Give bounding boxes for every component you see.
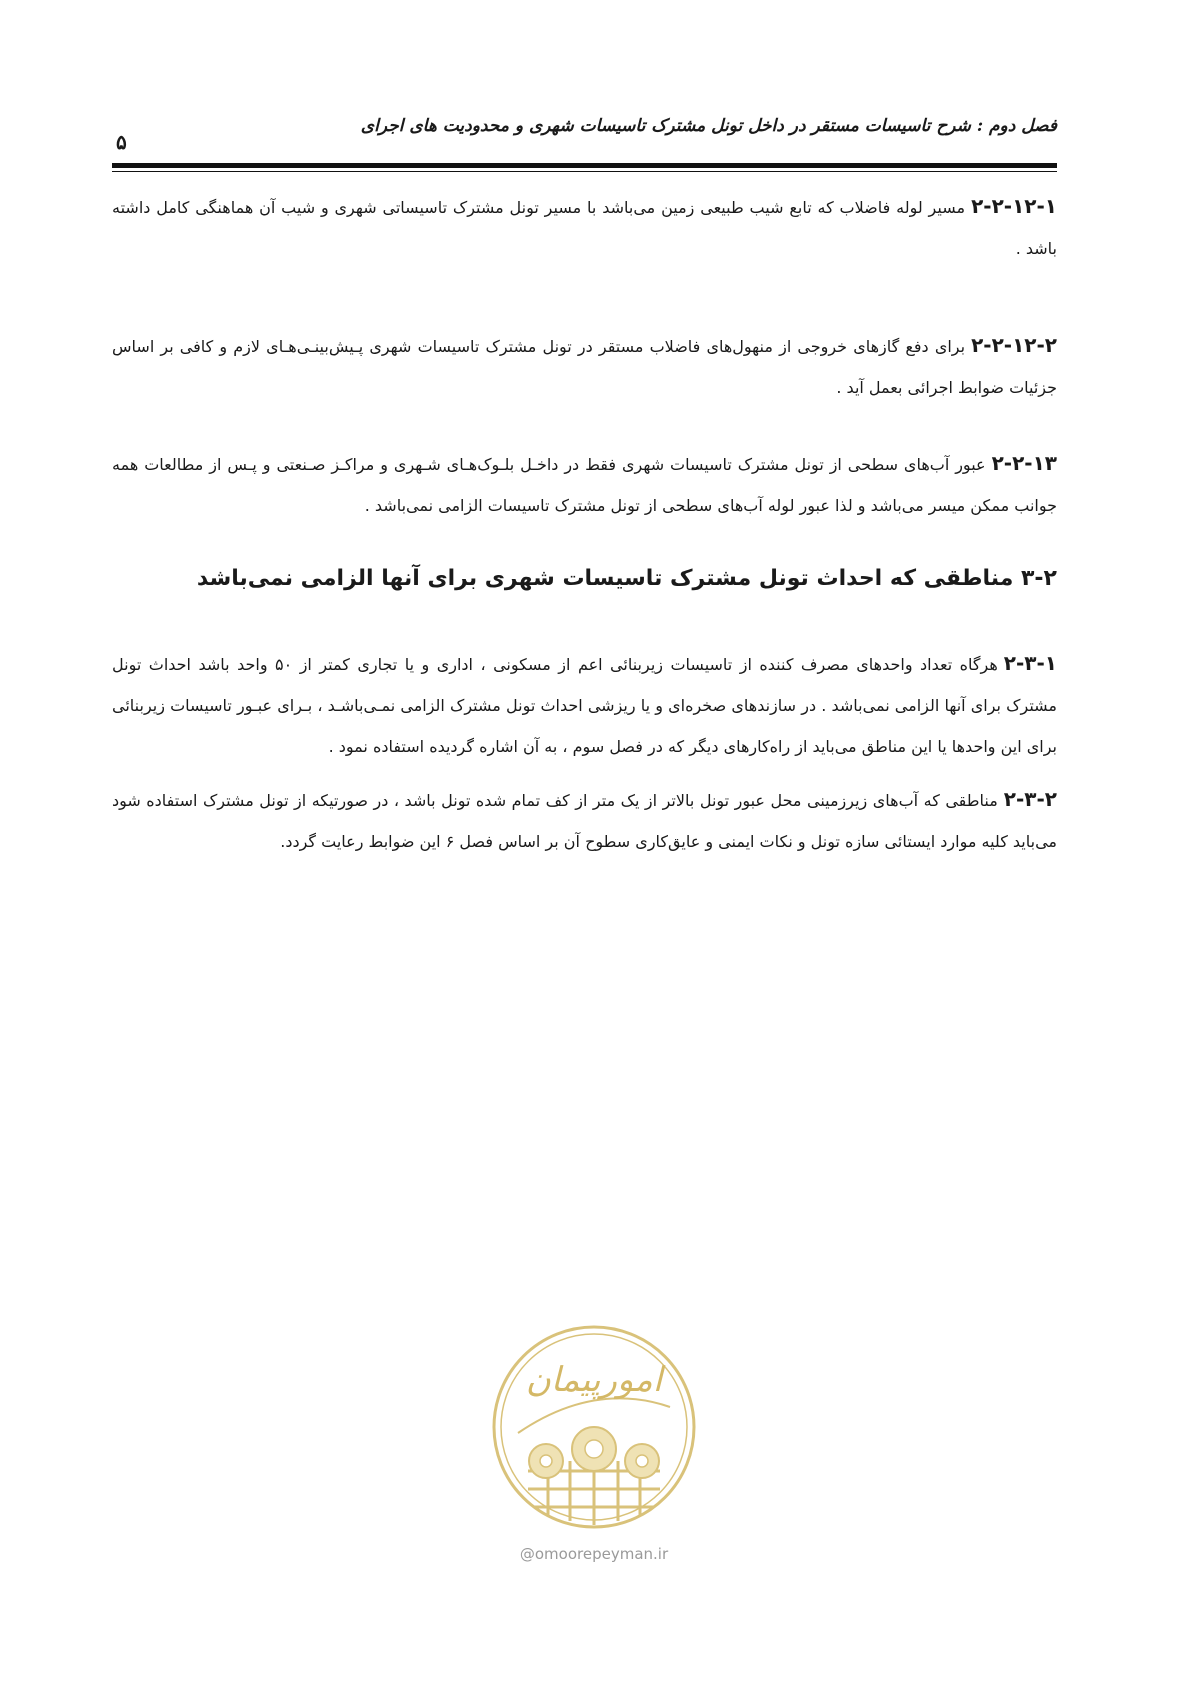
page-number: ۵ bbox=[116, 130, 127, 154]
paragraph-2-3-2 bbox=[112, 779, 1057, 862]
watermark-url: omoorepeyman.ir bbox=[534, 1545, 669, 1563]
section-heading: ۳-۲ مناطقی که احداث تونل مشترک تاسیسات شهری برای آنها الزامی نمی‌باشد bbox=[196, 566, 1057, 591]
paragraph-number: ۲-۳-۱ bbox=[1003, 651, 1058, 675]
page-header bbox=[112, 112, 1057, 152]
paragraph-text: مسیر لوله فاضلاب که تابع شیب طبیعی زمین می‌باشد با مسیر تونل مشترک تاسیساتی شهری و شیب آن هماهنگی کامل داشته باشد . bbox=[112, 198, 1057, 258]
paragraph-number: ۲-۲-۱۳ bbox=[991, 451, 1057, 475]
paragraph-2-2-12-2 bbox=[112, 325, 1057, 408]
paragraph-number: ۲-۲-۱۲-۲ bbox=[971, 333, 1057, 357]
watermark-logo bbox=[488, 1321, 700, 1533]
paragraph-text: مناطقی که آب‌های زیرزمینی محل عبور تونل بالاتر از یک متر از کف تمام شده تونل باشد ، در صورتیکه از تونل مشترک استفاده شود می‌باید کلیه موارد ایستائی سازه تونل و نکات ایمنی و عایق‌کاری سطوح آن بر اساس فصل ۶ این ضوابط رعایت گردد. bbox=[112, 791, 1057, 851]
header-rule-thick bbox=[112, 163, 1057, 168]
paragraph-text: عبور آب‌های سطحی از تونل مشترک تاسیسات شهری فقط در داخـل بلـوک‌هـای شـهری و مراکـز صـنعتی و پـس از مطالعات همه جوانب ممکن میسر می‌باشد و لذا عبور لوله آب‌های سطحی از تونل مشترک تاسیسات الزامی نمی‌باشد . bbox=[112, 455, 1057, 515]
chapter-title: فصل دوم : شرح تاسیسات مستقر در داخل تونل مشترک تاسیسات شهری و محدودیت های اجرای bbox=[360, 116, 1057, 136]
paragraph-text: برای دفع گازهای خروجی از منهول‌های فاضلاب مستقر در تونل مشترک تاسیسات شهری پـیش‌بینـی‌هـای لازم و کافی بر اساس جزئیات ضوابط اجرائی بعمل آید . bbox=[112, 337, 1057, 397]
paragraph-2-3-1 bbox=[112, 643, 1057, 767]
watermark-caption: @omoorepeyman.ir bbox=[519, 1545, 669, 1563]
header-rule-thin bbox=[112, 171, 1057, 172]
paragraph-number: ۲-۲-۱۲-۱ bbox=[971, 194, 1057, 218]
watermark-logo-text: امورپیمان bbox=[525, 1360, 663, 1400]
paragraph-text: هرگاه تعداد واحدهای مصرف کننده از تاسیسات زیربنائی اعم از مسکونی ، اداری و یا تجاری کمتر از ۵۰ واحد باشد احداث تونل مشترک برای آنها الزامی نمی‌باشد . در سازندهای صخره‌ای و یا ریزشی احداث تونل مشترک الزامی نمـی‌باشـد ، بـرای عبـور تاسیسات زیربنائی برای این واحدها یا این مناطق می‌باید از راه‌کارهای دیگر که در فصل سوم ، به آن اشاره گردیده استفاده نمود . bbox=[112, 655, 1057, 756]
paragraph-2-2-12-1 bbox=[112, 186, 1057, 269]
paragraph-2-2-13 bbox=[112, 443, 1057, 526]
paragraph-number: ۲-۳-۲ bbox=[1003, 787, 1057, 811]
